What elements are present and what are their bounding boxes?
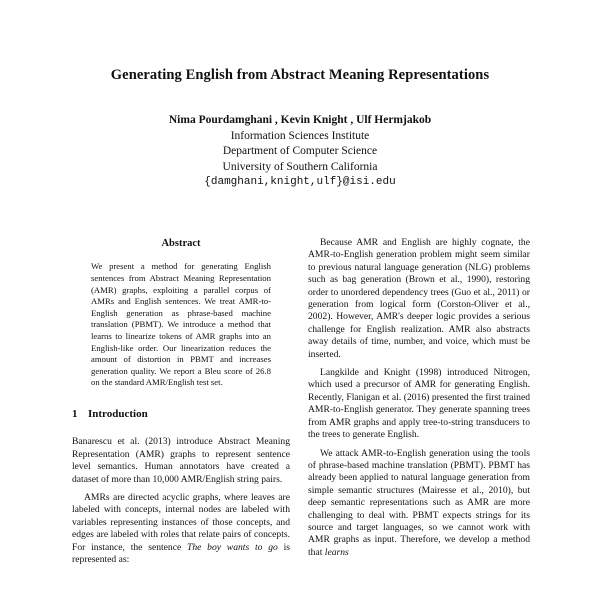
section-title: Introduction (88, 407, 148, 420)
example-sentence: The boy wants to go (187, 541, 278, 553)
left-column (72, 238, 290, 572)
right-paragraph-3 (308, 448, 530, 560)
right-paragraph-3-italic: learns (324, 546, 349, 558)
author-emails: {damghani,knight,ulf}@isi.edu (204, 176, 396, 188)
abstract-text: We present a method for generating English sentences from Abstract Meaning Representation (AMR) graphs, exploiting a parallel corpus of AMRs and English sentences. We treat AMR-to-English generation as phrase-based machine translation (PBMT). We introduce a method that learns to linearize tokens of AMR graphs into an English-like order. Our linearization reduces the amount of distortion in PBMT and increases generation quality. We report a Bleu score of 26.8 on the standard AMR/English test set. (91, 261, 271, 388)
right-paragraph-3-start: We attack AMR-to-English generation using the tools of phrase-based machine translation (PBMT). PBMT has already been applied to natural language generation from simple semantic structures (Mairesse et al., 2010), but deep semantic representations such as AMR are more challenging to deal with. PBMT expects strings for its source and target languages, so we cannot work with AMR graphs as input. Therefore, we develop a method that (308, 447, 530, 558)
intro-paragraph-1: Banarescu et al. (2013) introduce Abstract Meaning Representation (AMR) graphs to represent sentence level semantics. Human annotators have created a dataset of more than 10,000 AMR/English string pairs. (72, 436, 290, 485)
author-names: Nima Pourdamghani , Kevin Knight , Ulf Hermjakob (168, 114, 432, 126)
section-number: 1 (72, 407, 78, 420)
intro-paragraph-2 (72, 492, 290, 566)
right-paragraph-1: Because AMR and English are highly cognate, the AMR-to-English generation problem might seem similar to previous natural language generation (NLG) problems such as bag generation (Brown et al., 1990), restoring order to unordered dependency trees (Guo et al., 2011) or generation from logical form (Corston-Oliver et al., 2002). However, AMR's deeper logic provides a serious challenge for English realization. AMR also abstracts away details of time, number, and voice, which must be inserted. (308, 237, 530, 360)
section-heading-introduction (72, 408, 290, 420)
right-paragraph-2: Langkilde and Knight (1998) introduced Nitrogen, which used a precursor of AMR for generating English. Recently, Flanigan et al. (2016) presented the first trained AMR-to-English generator. They generate spanning trees from AMR graphs and apply tree-to-string transducers to the trees to generate English. (308, 367, 530, 441)
right-column (308, 237, 530, 565)
intro-paragraph-2-start: AMRs are directed acyclic graphs, where leaves are labeled with concepts, internal nodes are labeled with variables representing instances of those concepts, and edges are labeled with roles that relate pairs of concepts. For instance, the sentence (72, 491, 290, 553)
paper-title: Generating English from Abstract Meaning Representations (110, 67, 490, 83)
affiliation-university: University of Southern California (222, 160, 378, 173)
abstract-heading: Abstract (161, 238, 201, 249)
author-block (0, 113, 600, 191)
affiliation-department: Department of Computer Science (222, 145, 378, 157)
intro-paragraph-2-end: is represented as: (72, 541, 290, 565)
affiliation-institute: Information Sciences Institute (230, 129, 370, 142)
